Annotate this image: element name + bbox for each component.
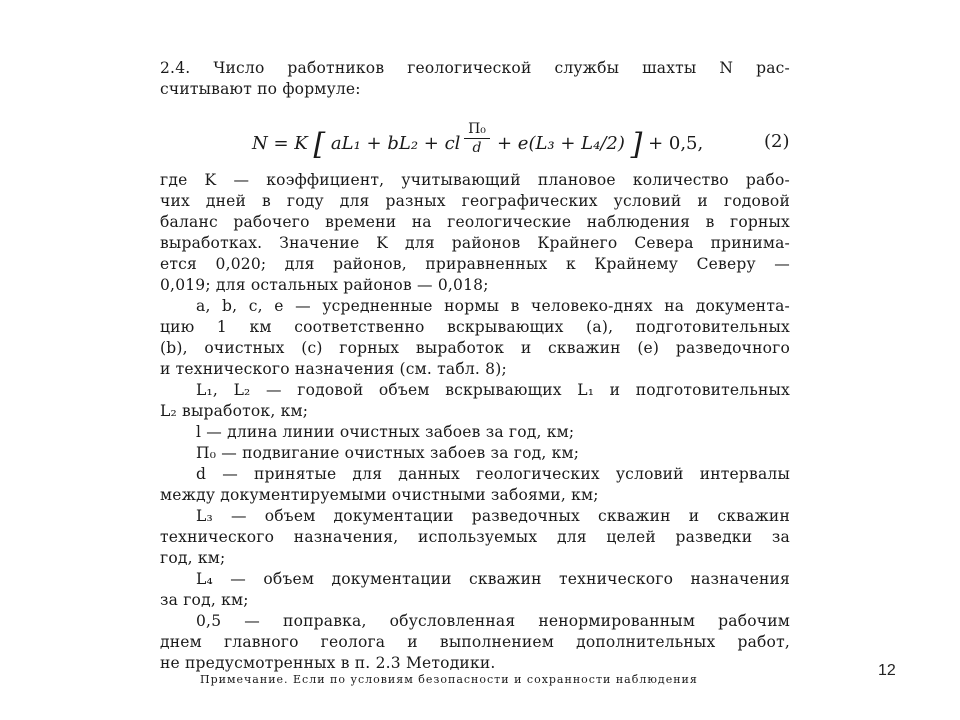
- body-line: L₂ выработок, км;: [160, 402, 309, 420]
- body-line: между документируемыми очистными забоями, км;: [160, 486, 599, 504]
- body-line: не предусмотренных в п. 2.3 Методики.: [160, 654, 496, 672]
- definition-line: d — принятые для данных геологических условий интервалы: [196, 465, 790, 483]
- definition-line: a, b, c, e — усредненные нормы в человеко-днях на документа-: [196, 297, 790, 315]
- body-line: баланс рабочего времени на геологические наблюдения в горных: [160, 213, 790, 231]
- body-line: год, км;: [160, 549, 226, 567]
- body-line: где K — коэффициент, учитывающий плановое количество рабо-: [160, 171, 790, 189]
- fraction-numerator: П₀: [464, 121, 490, 139]
- body-line: (b), очистных (c) горных выработок и скважин (e) разведочного: [160, 339, 790, 357]
- body-line: технического назначения, используемых для целей разведки за: [160, 528, 790, 546]
- definition-line: П₀ — подвигание очистных забоев за год, км;: [196, 444, 580, 462]
- intro-line-1: 2.4. Число работников геологической службы шахты N рас-: [160, 59, 790, 77]
- scanned-page: [160, 58, 800, 686]
- intro-line-2: считывают по формуле:: [160, 80, 361, 98]
- formula-rhs: + e(L₃ + L₄/2) ] + 0,5,: [497, 127, 704, 162]
- definition-line: L₃ — объем документации разведочных скважин и скважин: [196, 507, 790, 525]
- formula-number: (2): [764, 131, 790, 152]
- definition-line: 0,5 — поправка, обусловленная ненормированным рабочим: [196, 612, 790, 630]
- definition-line: L₄ — объем документации скважин технического назначения: [196, 570, 790, 588]
- body-line: днем главного геолога и выполнением дополнительных работ,: [160, 633, 790, 651]
- body-line: чих дней в году для разных географических условий и годовой: [160, 192, 790, 210]
- formula-fraction: [464, 121, 490, 156]
- body-line: за год, км;: [160, 591, 249, 609]
- definition-line: L₁, L₂ — годовой объем вскрывающих L₁ и подготовительных: [196, 381, 790, 399]
- body-line: 0,019; для остальных районов — 0,018;: [160, 276, 489, 294]
- body-line: выработках. Значение K для районов Крайнего Севера принима-: [160, 234, 790, 252]
- cut-off-note: Примечание. Если по условиям безопасности и сохранности наблюдения: [200, 673, 698, 686]
- formula-lhs: N = K [ aL₁ + bL₂ + cl: [252, 127, 461, 162]
- slide-number: 12: [878, 662, 896, 679]
- body-line: ется 0,020; для районов, приравненных к Крайнему Северу —: [160, 255, 790, 273]
- fraction-denominator: d: [472, 140, 482, 156]
- definition-line: l — длина линии очистных забоев за год, км;: [196, 423, 575, 441]
- formula-2: [252, 121, 792, 165]
- body-line: цию 1 км соответственно вскрывающих (a), подготовительных: [160, 318, 790, 336]
- body-line: и технического назначения (см. табл. 8);: [160, 360, 507, 378]
